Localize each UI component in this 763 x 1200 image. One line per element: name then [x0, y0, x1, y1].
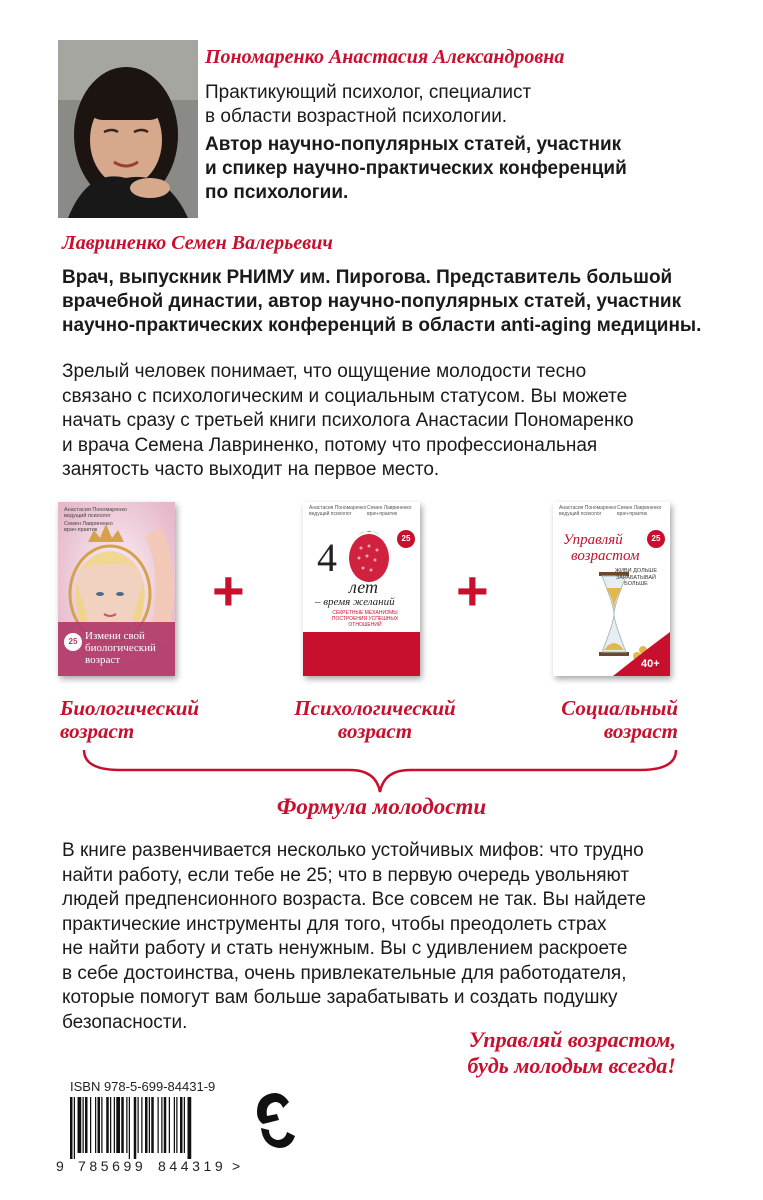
caption-line: Психологический: [294, 696, 456, 720]
book2-title-years: лет: [349, 577, 379, 597]
book3-author: Анастасия Пономаренко: [559, 505, 617, 511]
book2-author: Семен Лавриненко: [367, 505, 412, 511]
author1-bio-bold-line: и спикер научно-практических конференций: [205, 158, 627, 179]
book-cover-biological: [58, 502, 175, 676]
barcode: [68, 1097, 234, 1159]
book3-subtitle-line: ЖИВИ ДОЛЬШЕ: [614, 568, 658, 574]
book1-title-line: возраст: [85, 654, 121, 666]
barcode-digits-group2: 844319: [158, 1158, 227, 1174]
caption-line: Биологический: [60, 696, 200, 720]
book3-title-line: возрастом: [571, 548, 640, 564]
author1-bio-bold-line: Автор научно-популярных статей, участник: [205, 134, 622, 155]
book3-author-role: ведущий психолог: [559, 510, 602, 517]
book3-title: [563, 532, 639, 564]
body-line: безопасности.: [62, 1011, 188, 1033]
book3-author-role: врач-практик: [617, 510, 648, 517]
intro-line: начать сразу с третьей книги психолога Анастасии Пономаренко: [62, 410, 634, 431]
book2-subtitle-line: ПОСТРОЕНИЯ УСПЕШНЫХ: [331, 616, 399, 622]
body-line: людей предпенсионного возраста. Все совсем не так. Вы найдете: [62, 889, 646, 910]
book1-author-role: ведущий психолог: [64, 513, 111, 519]
author1-bio-line: в области возрастной психологии.: [205, 106, 508, 127]
intro-paragraph: [62, 360, 634, 483]
intro-line: и врача Семена Лавриненко, потому что профессиональная: [62, 434, 598, 456]
book1-title-line: Измени свой: [85, 630, 145, 642]
body-line: найти работу, если тебе не 25; что в первую очередь увольняют: [62, 864, 630, 886]
caption-biological: [60, 697, 199, 743]
caption-psychological: [270, 697, 480, 743]
author1-name: Пономаренко Анастасия Александровна: [205, 46, 565, 68]
book3-subtitle-line: БОЛЬШЕ: [624, 581, 648, 587]
book-cover-psychological: [303, 502, 420, 676]
book2-author: Анастасия Пономаренко: [309, 505, 367, 511]
barcode-end-mark: >: [232, 1158, 241, 1174]
tagline-line: будь молодым всегда!: [467, 1053, 676, 1078]
author1-bio: [205, 81, 531, 129]
author1-bio-line: Практикующий психолог, специалист: [205, 82, 532, 103]
intro-line: Зрелый человек понимает, что ощущение молодости тесно: [62, 361, 587, 382]
book1-title-line: биологический: [85, 642, 156, 654]
curly-brace: [80, 748, 680, 796]
barcode-digits-group1: 785699: [78, 1158, 147, 1174]
author2-name: Лавриненко Семен Валерьевич: [62, 232, 333, 254]
book2-title-sub: – время желаний: [315, 596, 395, 608]
book3-subtitle: [611, 568, 661, 588]
book3-author: Семен Лавриненко: [617, 505, 662, 511]
book2-author-role: ведущий психолог: [309, 510, 352, 517]
barcode-digit-first: 9: [56, 1158, 64, 1174]
caption-line: Социальный: [561, 696, 678, 720]
author2-bio: [62, 266, 701, 338]
book2-subtitle: [323, 610, 407, 628]
publisher-logo-icon: [255, 1088, 297, 1152]
book3-corner-label: 40+: [641, 658, 660, 670]
plus-sign: +: [212, 559, 245, 622]
book2-author-role: врач-практик: [367, 510, 398, 517]
author1-bio-bold: [205, 133, 627, 205]
body-line: которые помогут вам больше зарабатывать и создать подушку: [62, 987, 618, 1008]
book2-title-number: 4: [317, 535, 337, 580]
book2-subtitle-line: СЕКРЕТНЫЕ МЕХАНИЗМЫ: [332, 610, 398, 616]
caption-line: возраст: [337, 719, 413, 743]
book1-title: [85, 630, 156, 666]
body-line: в себе достоинства, очень привлекательные для работодателя,: [62, 962, 627, 984]
author1-bio-bold-line: по психологии.: [205, 182, 349, 203]
author1-photo: [58, 40, 198, 218]
book2-badge: 25: [401, 534, 411, 543]
author2-bio-line: научно-практических конференций в области anti-aging медицины.: [62, 315, 702, 336]
author2-bio-line: Врач, выпускник РНИМУ им. Пирогова. Представитель большой: [62, 267, 673, 288]
body-line: практические инструменты для того, чтобы преодолеть страх: [62, 913, 607, 935]
caption-line: возраст: [603, 719, 678, 743]
author2-bio-line: врачебной династии, автор научно-популярных статей, участник: [62, 291, 682, 312]
book-cover-social: [553, 502, 670, 676]
caption-social: [500, 697, 678, 743]
plus-sign: +: [456, 559, 489, 622]
tagline-line: Управляй возрастом,: [468, 1027, 676, 1052]
book3-title-line: Управляй: [563, 532, 623, 548]
isbn-label: ISBN 978-5-699-84431-9: [70, 1079, 216, 1094]
body-line: не найти работу и стать ненужным. Вы с удивлением раскроете: [62, 938, 628, 959]
caption-line: возраст: [60, 719, 135, 743]
tagline: [330, 1027, 676, 1079]
intro-line: связано с психологическим и социальным статусом. Вы можете: [62, 385, 628, 407]
book3-badge: 25: [651, 534, 661, 543]
book1-badge: 25: [68, 637, 78, 646]
formula-title: Формула молодости: [276, 794, 487, 819]
body-line: В книге развенчивается несколько устойчивых мифов: что трудно: [62, 840, 644, 861]
book1-author-role: врач-практик: [64, 527, 98, 533]
book1-author: Анастасия Пономаренко: [64, 507, 127, 513]
book3-subtitle-line: ЗАРАБАТЫВАЙ: [615, 574, 657, 581]
intro-line: занятость часто выходит на первое место.: [62, 459, 440, 480]
book1-author: Семен Лавриненко: [64, 521, 113, 527]
book2-subtitle-line: ОТНОШЕНИЙ: [348, 622, 382, 628]
body-paragraph: [62, 839, 646, 1035]
